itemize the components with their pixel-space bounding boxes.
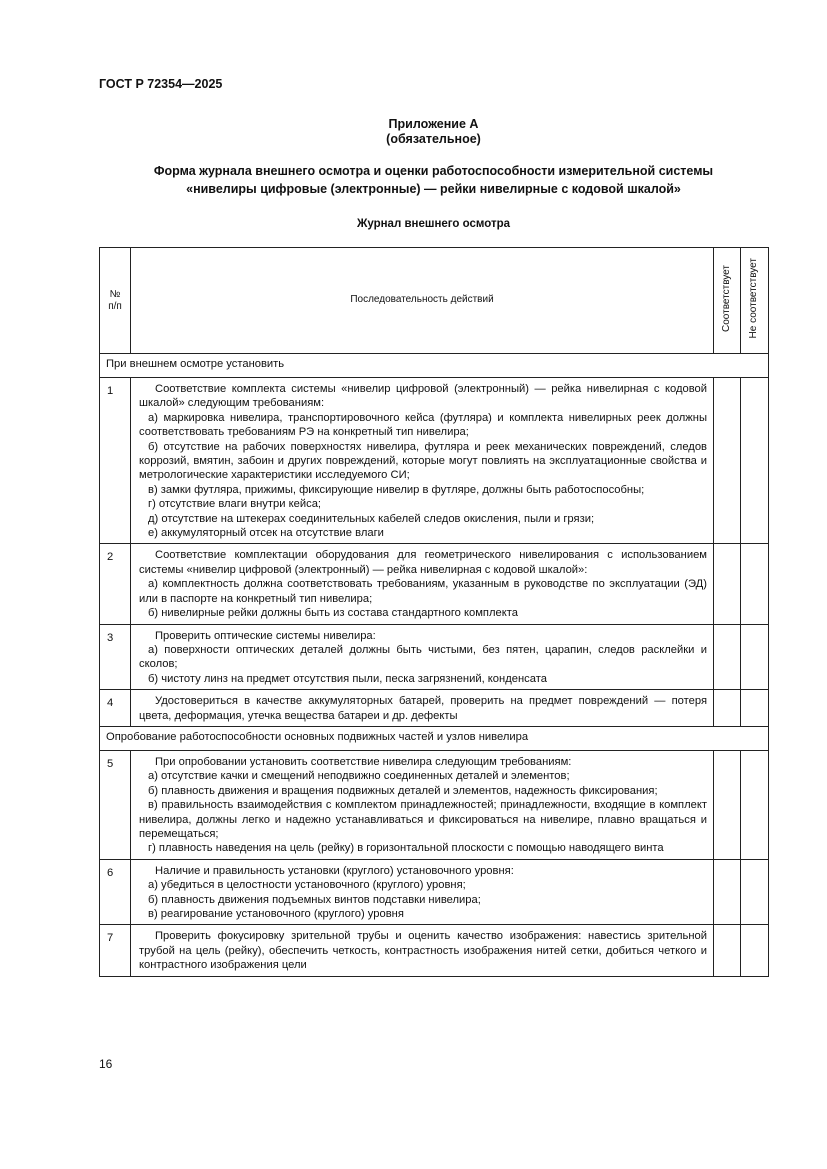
- row-text: в) замки футляра, прижимы, фиксирующие нивелир в футляре, должны быть работоспособны;: [148, 483, 645, 496]
- row-number: 3: [100, 624, 131, 690]
- row-description: [131, 544, 714, 624]
- row-text: Наличие и правильность установки (круглого) установочного уровня:: [155, 864, 514, 877]
- checkbox-cell-not-matches[interactable]: [741, 378, 769, 544]
- row-text: а) маркировка нивелира, транспортировочного кейса (футляра) и комплекта нивелирных реек должны соответствовать требованиям РЭ на конкретный тип нивелира;: [139, 411, 707, 439]
- row-number: 1: [100, 378, 131, 544]
- annex-heading: [99, 117, 768, 147]
- table-row: [100, 690, 769, 727]
- checkbox-cell-not-matches[interactable]: [741, 544, 769, 624]
- annex-title: Приложение А: [388, 117, 479, 131]
- document-code: ГОСТ Р 72354—2025: [99, 77, 223, 91]
- checkbox-cell-matches[interactable]: [714, 859, 741, 925]
- row-text: б) чистоту линз на предмет отсутствия пыли, песка загрязнений, конденсата: [148, 672, 547, 685]
- checkbox-cell-not-matches[interactable]: [741, 624, 769, 690]
- annex-type: (обязательное): [386, 132, 481, 146]
- checkbox-cell-matches[interactable]: [714, 690, 741, 727]
- row-description: [131, 859, 714, 925]
- section-operability-test: Опробование работоспособности основных подвижных частей и узлов нивелира: [100, 726, 769, 750]
- column-header-number-abbr: п/п: [108, 300, 122, 312]
- checkbox-cell-not-matches[interactable]: [741, 925, 769, 976]
- table-row: [100, 378, 769, 544]
- row-number: 5: [100, 750, 131, 859]
- row-text: Соответствие комплектации оборудования для геометрического нивелирования с использованием системы «нивелир цифровой (электронный) — рейка нивелирная с кодовой шкалой»:: [139, 549, 707, 576]
- journal-title: Журнал внешнего осмотра: [356, 218, 511, 230]
- row-description: [131, 750, 714, 859]
- row-text: а) отсутствие качки и смещений неподвижно соединенных деталей и элементов;: [148, 770, 570, 783]
- row-description: [131, 690, 714, 727]
- column-header-number: [100, 248, 131, 354]
- row-text: в) реагирование установочного (круглого) уровня: [148, 908, 404, 920]
- column-header-actions: Последовательность действий: [131, 248, 714, 354]
- row-text: б) плавность движения и вращения подвижных деталей и элементов, надежность фиксирования;: [148, 784, 658, 797]
- table-row: [100, 750, 769, 859]
- section-external-inspection: При внешнем осмотре установить: [100, 354, 769, 378]
- form-title-line1: Форма журнала внешнего осмотра и оценки работоспособности измерительной системы: [153, 164, 714, 178]
- row-text: Соответствие комплекта системы «нивелир цифровой (электронный) — рейка нивелирная с кодовой шкалой» следующим требованиям:: [139, 383, 707, 410]
- section-row: [100, 726, 769, 750]
- form-title: [99, 162, 768, 198]
- row-description: [131, 624, 714, 690]
- row-text: Проверить оптические системы нивелира:: [155, 629, 376, 642]
- row-text: б) нивелирные рейки должны быть из состава стандартного комплекта: [148, 607, 518, 620]
- table-row: [100, 925, 769, 976]
- row-text: в) правильность взаимодействия с комплектом принадлежностей; принадлежности, входящие в комплект нивелира, должны легко и надежно устанавливаться и фиксироваться на нивелире, плавно вращаться и перемещаться;: [139, 799, 707, 840]
- page-number: 16: [99, 1057, 113, 1071]
- table-row: [100, 544, 769, 624]
- table-header-row: [100, 248, 769, 354]
- row-text: б) плавность движения подъемных винтов подставки нивелира;: [148, 893, 481, 906]
- row-text: Проверить фокусировку зрительной трубы и оценить качество изображения: навестись зрительной трубой на цель (рейку), обеспечить четкость, контрастность изображения нитей сетки, добиться четкого и контрастного изображения цели: [139, 930, 707, 972]
- row-text: Удостовериться в качестве аккумуляторных батарей, проверить на предмет повреждений — потеря цвета, деформация, утечка вещества батареи и др. дефекты: [139, 695, 707, 722]
- row-number: 7: [100, 925, 131, 976]
- checkbox-cell-matches[interactable]: [714, 925, 741, 976]
- checkbox-cell-matches[interactable]: [714, 378, 741, 544]
- section-row: [100, 354, 769, 378]
- column-header-not-matches-label: Не соответствует: [748, 258, 760, 339]
- checkbox-cell-matches[interactable]: [714, 750, 741, 859]
- inspection-journal-table: [99, 247, 769, 977]
- checkbox-cell-matches[interactable]: [714, 624, 741, 690]
- row-text: При опробовании установить соответствие нивелира следующим требованиям:: [155, 755, 572, 768]
- table-row: [100, 624, 769, 690]
- row-text: е) аккумуляторный отсек на отсутствие влаги: [148, 527, 384, 540]
- checkbox-cell-not-matches[interactable]: [741, 859, 769, 925]
- column-header-not-matches: [741, 248, 769, 354]
- column-header-number-symbol: №: [109, 288, 121, 300]
- row-text: г) отсутствие влаги внутри кейса;: [148, 498, 322, 511]
- row-number: 4: [100, 690, 131, 727]
- column-header-matches-label: Соответствует: [720, 264, 732, 332]
- form-title-line2: «нивелиры цифровые (электронные) — рейки нивелирные с кодовой шкалой»: [186, 182, 681, 196]
- row-text: г) плавность наведения на цель (рейку) в горизонтальной плоскости с помощью наводящего винта: [148, 842, 664, 855]
- table-row: [100, 859, 769, 925]
- checkbox-cell-not-matches[interactable]: [741, 690, 769, 727]
- row-number: 2: [100, 544, 131, 624]
- row-text: а) комплектность должна соответствовать требованиям, указанным в руководстве по эксплуатации (ЭД) или в паспорте на конкретный тип нивелира;: [139, 578, 707, 605]
- row-text: а) убедиться в целостности установочного (круглого) уровня;: [148, 879, 466, 892]
- row-text: б) отсутствие на рабочих поверхностях нивелира, футляра и реек механических повреждений, следов коррозий, вмятин, забоин и других повреждений, которые могут повлиять на эксплуатационные свойства и метрологические характеристики исследуемого СИ;: [139, 440, 707, 482]
- row-description: [131, 925, 714, 976]
- checkbox-cell-not-matches[interactable]: [741, 750, 769, 859]
- row-description: [131, 378, 714, 544]
- row-text: д) отсутствие на штекерах соединительных кабелей следов окисления, пыли и грязи;: [148, 512, 595, 525]
- column-header-matches: [714, 248, 741, 354]
- checkbox-cell-matches[interactable]: [714, 544, 741, 624]
- row-text: а) поверхности оптических деталей должны быть чистыми, без пятен, царапин, следов расклейки и сколов;: [139, 643, 707, 671]
- row-number: 6: [100, 859, 131, 925]
